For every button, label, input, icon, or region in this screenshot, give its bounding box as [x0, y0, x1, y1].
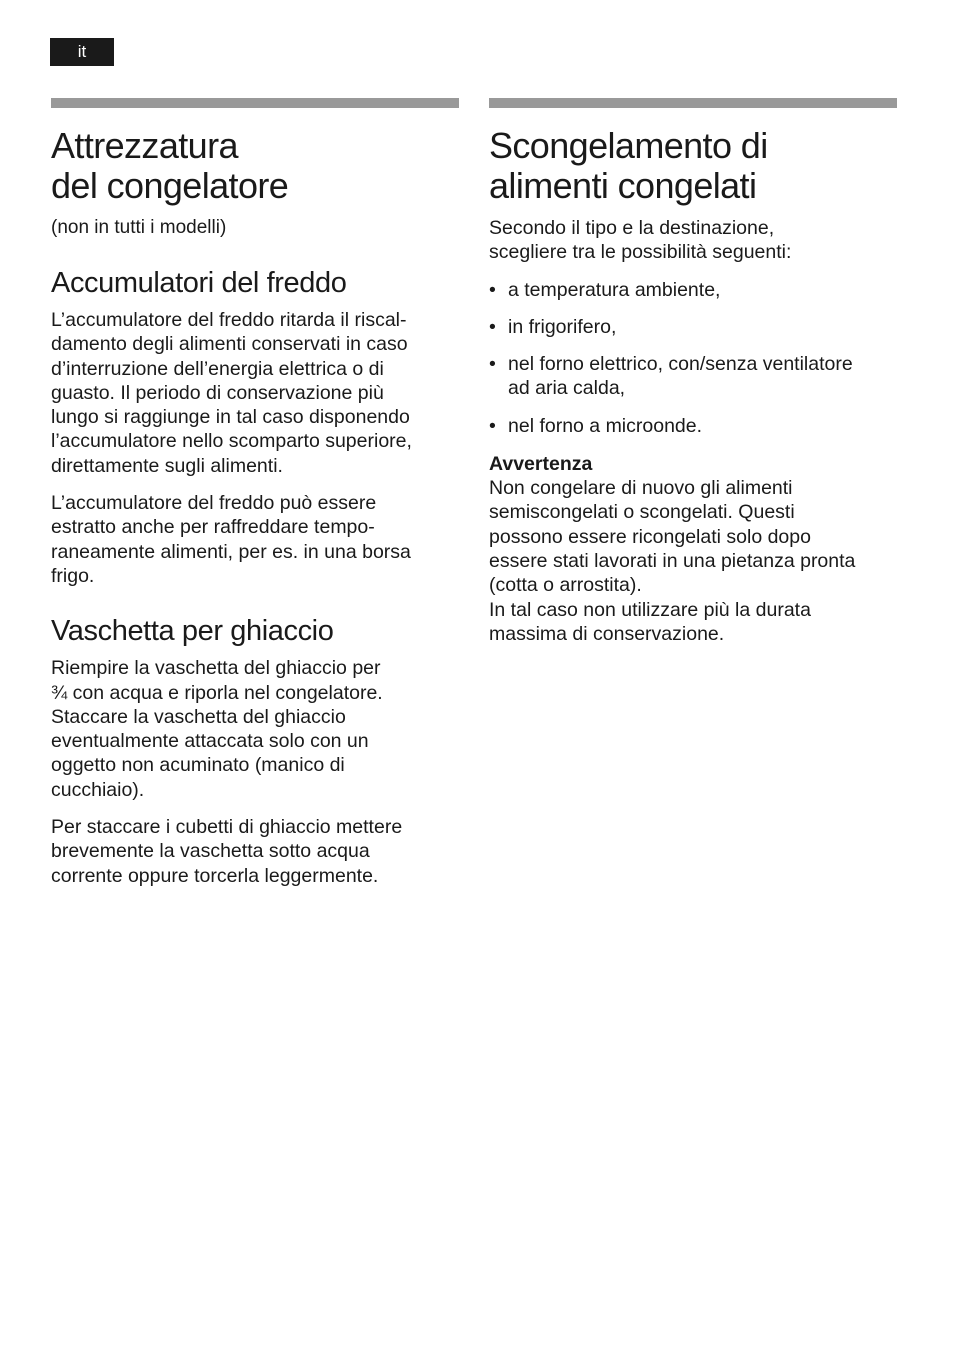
text-line: d’interruzione dell’energia elettrica o di	[51, 357, 384, 380]
list-item	[489, 414, 899, 438]
list-item	[489, 315, 899, 339]
text-line: brevemente la vaschetta sotto acqua	[51, 840, 370, 863]
paragraph-ice-tray-2	[51, 815, 463, 888]
list-item	[489, 352, 899, 401]
text-line: essere stati lavorati in una pietanza pronta	[489, 549, 856, 572]
heading-ice-tray: Vaschetta per ghiaccio	[51, 615, 334, 648]
text-line: Staccare la vaschetta del ghiaccio	[51, 705, 346, 728]
text-line: l’accumulatore nello scomparto superiore,	[51, 430, 412, 453]
text-line: Non congelare di nuovo gli alimenti	[489, 477, 793, 500]
models-note: (non in tutti i modelli)	[51, 217, 227, 238]
text-line: • nel forno a microonde.	[508, 414, 703, 437]
list-item	[489, 278, 899, 302]
paragraph-ice-tray-1	[51, 656, 463, 802]
page-title-freezer-equipment	[51, 126, 463, 206]
right-column	[489, 98, 899, 659]
text-line: guasto. Il periodo di conservazione più	[51, 381, 384, 404]
note-heading: Avvertenza	[489, 453, 593, 476]
text-line: eventualmente attaccata solo con un	[51, 730, 369, 753]
text-line: damento degli alimenti conservati in caso	[51, 333, 408, 356]
text-line: scegliere tra le possibilità seguenti:	[489, 241, 792, 264]
text-line: possono essere ricongelati solo dopo	[489, 525, 811, 548]
paragraph-cold-accumulators-1	[51, 308, 463, 478]
paragraph-cold-accumulators-2	[51, 491, 463, 588]
text-line: corrente oppure torcerla leggermente.	[51, 864, 379, 887]
text-line: frigo.	[51, 564, 95, 587]
text-line: oggetto non acuminato (manico di	[51, 754, 345, 777]
text-line: lungo si raggiunge in tal caso disponendo	[51, 406, 410, 429]
text-line: Secondo il tipo e la destinazione,	[489, 217, 775, 239]
language-tag: it	[50, 38, 114, 66]
text-line: direttamente sugli alimenti.	[51, 454, 283, 477]
text-line: In tal caso non utilizzare più la durata	[489, 598, 811, 621]
text-line: • nel forno elettrico, con/senza ventilatore	[508, 353, 853, 376]
section-rule	[489, 98, 897, 108]
title-line: del congelatore	[51, 165, 289, 206]
note-paragraph	[489, 476, 899, 646]
text-line: (cotta o arrostita).	[489, 574, 642, 597]
heading-cold-accumulators: Accumulatori del freddo	[51, 267, 347, 299]
paragraph-thawing-intro	[489, 216, 899, 265]
text-line: Per staccare i cubetti di ghiaccio mettere	[51, 816, 403, 839]
text-line: ad aria calda,	[508, 377, 626, 400]
left-column	[51, 98, 463, 901]
text-line: massima di conservazione.	[489, 622, 725, 645]
text-line: estratto anche per raffreddare tempo-	[51, 516, 375, 539]
text-line: semiscongelati o scongelati. Questi	[489, 501, 795, 524]
title-line: Attrezzatura	[51, 125, 238, 166]
section-rule	[51, 98, 459, 108]
text-line: L’accumulatore del freddo ritarda il riscal-	[51, 309, 407, 331]
text-line: raneamente alimenti, per es. in una borsa	[51, 540, 411, 563]
thawing-options-list	[489, 278, 899, 438]
text-line: ¾ con acqua e riporla nel congelatore.	[51, 681, 383, 704]
text-line: Riempire la vaschetta del ghiaccio per	[51, 657, 381, 680]
text-line: L’accumulatore del freddo può essere	[51, 492, 377, 515]
title-line: alimenti congelati	[489, 165, 757, 206]
text-line: cucchiaio).	[51, 778, 145, 801]
page-title-thawing	[489, 126, 899, 206]
text-line: • in frigorifero,	[508, 315, 617, 338]
text-line: • a temperatura ambiente,	[508, 278, 721, 301]
title-line: Scongelamento di	[489, 125, 768, 166]
